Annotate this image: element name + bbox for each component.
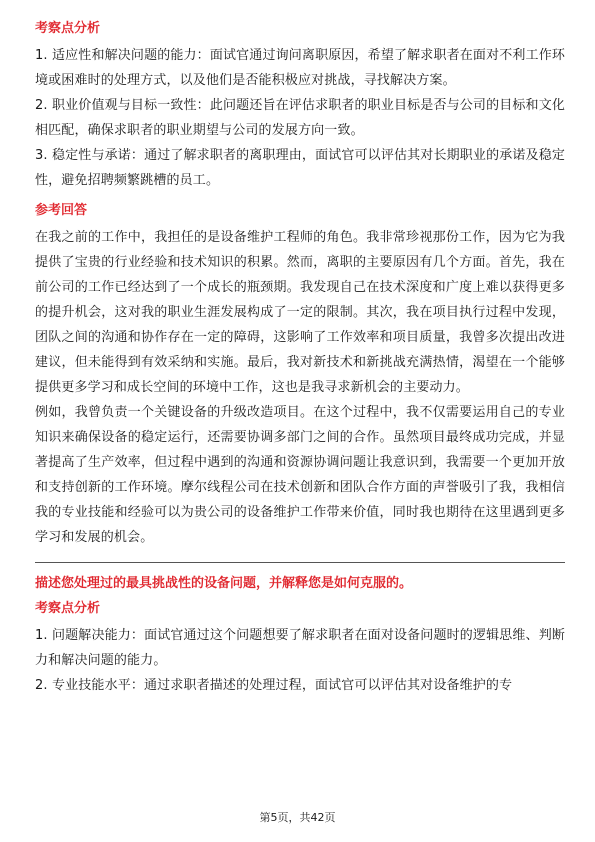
page-number: 第5页，共42页 [259,811,336,824]
analysis-point-1: 1. 适应性和解决问题的能力：面试官通过询问离职原因，希望了解求职者在面对不利工作环境或困难时的处理方式，以及他们是否能积极应对挑战，寻找解决方案。 [35,48,565,88]
section-divider [35,562,565,563]
answer-paragraph-2: 例如，我曾负责一个关键设备的升级改造项目。在这个过程中，我不仅需要运用自己的专业知识来确保设备的稳定运行，还需要协调多部门之间的合作。虽然项目最终成功完成，并显著提高了生产效率，但过程中遇到的沟通和资源协调问题让我意识到，我需要一个更加开放和支持创新的工作环境。摩尔线程公司在技术创新和团队合作方面的声誉吸引了我，我相信我的专业技能和经验可以为贵公司的设备维护工作带来价值，同时我也期待在这里遇到更多学习和发展的机会。 [35,405,565,545]
analysis-point-2: 2. 职业价值观与目标一致性：此问题还旨在评估求职者的职业目标是否与公司的目标和文化相匹配，确保求职者的职业期望与公司的发展方向一致。 [35,98,565,138]
answer-paragraph-1: 在我之前的工作中，我担任的是设备维护工程师的角色。我非常珍视那份工作，因为它为我提供了宝贵的行业经验和技术知识的积累。然而，离职的主要原因有几个方面。首先，我在前公司的工作已经达到了一个成长的瓶颈期。我发现自己在技术深度和广度上难以获得更多的提升机会，这对我的职业生涯发展构成了一定的限制。其次，我在项目执行过程中发现，团队之间的沟通和协作存在一定的障碍，这影响了工作效率和项目质量，我曾多次提出改进建议，但未能得到有效采纳和实施。最后，我对新技术和新挑战充满热情，渴望在一个能够提供更多学习和成长空间的环境中工作，这也是我寻求新机会的主要动力。 [35,230,565,395]
analysis-point-3: 3. 稳定性与承诺：通过了解求职者的离职理由，面试官可以评估其对长期职业的承诺及稳定性，避免招聘频繁跳槽的员工。 [35,148,565,188]
analysis-heading-2: 考察点分析 [35,601,101,616]
page-content [35,18,565,698]
analysis-point-2-2: 2. 专业技能水平：通过求职者描述的处理过程，面试官可以评估其对设备维护的专 [35,678,513,693]
analysis-heading-1: 考察点分析 [35,21,101,36]
answer-heading: 参考回答 [35,203,88,218]
analysis-point-2-1: 1. 问题解决能力：面试官通过这个问题想要了解求职者在面对设备问题时的逻辑思维、判断力和解决问题的能力。 [35,628,565,668]
question-heading: 描述您处理过的最具挑战性的设备问题，并解释您是如何克服的。 [35,576,413,591]
